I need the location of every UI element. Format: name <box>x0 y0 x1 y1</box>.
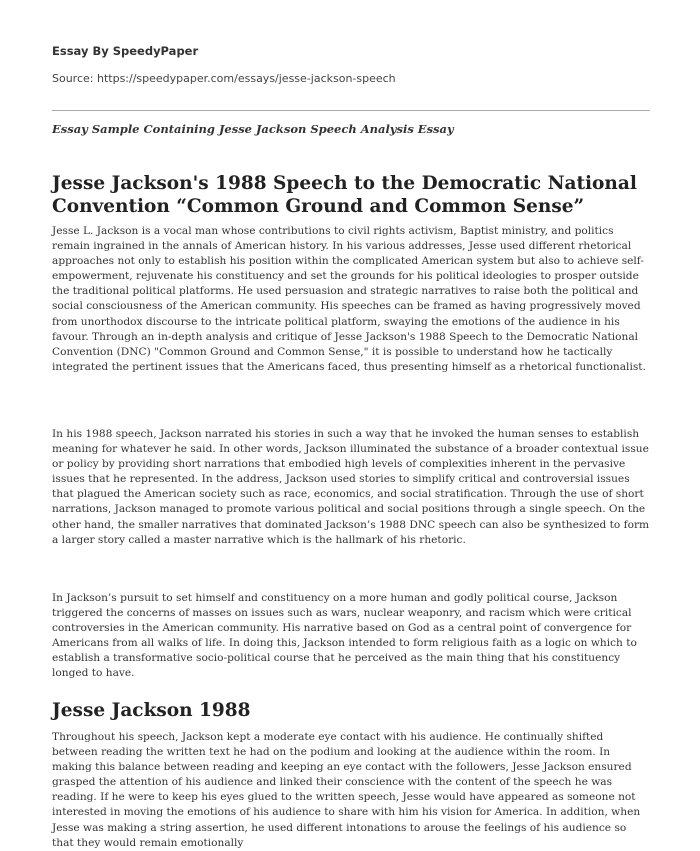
paragraph-3: In Jackson’s pursuit to set himself and constituency on a more human and godly political course, Jackson triggered the concerns of masses on issues such as wars, nuclear weaponry, and racism which were critical controversies in the American community. His narrative based on God as a central point of convergence for Americans from all walks of life. In doing this, Jackson intended to form religious faith as a logic on which to establish a transformative socio-political course that he perceived as the main thing that his constituency longed to have. <box>52 592 637 680</box>
paragraph-4: Throughout his speech, Jackson kept a moderate eye contact with his audience. He continually shifted between reading the written text he had on the podium and looking at the audience within the room. In making this balance between reading and keeping an eye contact with the followers, Jesse Jackson ensured grasped the attention of his audience and linked their conscience with the content of the speech he was reading. If he were to keep his eyes glued to the written speech, Jesse would have appeared as someone not interested in moving the emotions of his audience to share with him his vision for America. In addition, when Jesse was making a string assertion, he used different intonations to arouse the feelings of his audience so that they would remain emotionally <box>52 731 641 849</box>
source-line: Source: https://speedypaper.com/essays/jesse-jackson-speech <box>52 72 396 85</box>
header-divider <box>52 110 650 111</box>
site-title: Essay By SpeedyPaper <box>52 44 199 58</box>
section-heading: Jesse Jackson 1988 <box>52 700 251 721</box>
paragraph-1: Jesse L. Jackson is a vocal man whose contributions to civil rights activism, Baptist ministry, and politics remain ingrained in the annals of American history. In his various addresses, Jesse used different rhetorical approaches not only to establish his position within the complicated American system but also to achieve self-empowerment, rejuvenate his constituency and set the grounds for his political ideologies to prosper outside the traditional political platforms. He used persuasion and strategic narratives to raise both the political and social consciousness of the American community. His speeches can be framed as having progressively moved from unorthodox discourse to the intricate political platform, swaying the emotions of the audience in his favour. Through an in-depth analysis and critique of Jesse Jackson's 1988 Speech to the Democratic National Convention (DNC) "Common Ground and Common Sense," it is possible to understand how he tactically integrated the pertinent issues that the Americans faced, thus presenting himself as a rhetorical functionalist. <box>52 225 646 373</box>
paragraph-2: In his 1988 speech, Jackson narrated his stories in such a way that he invoked the human senses to establish meaning for whatever he said. In other words, Jackson illuminated the substance of a broader contextual issue or policy by providing short narrations that embodied high levels of complexities inherent in the pervasive issues that he represented. In the address, Jackson used stories to simplify critical and controversial issues that plagued the American society such as race, economics, and social stratification. Through the use of short narrations, Jackson managed to promote various political and social positions through a single speech. On the other hand, the smaller narratives that dominated Jackson’s 1988 DNC speech can also be synthesized to form a larger story called a master narrative which is the hallmark of his rhetoric. <box>52 428 650 546</box>
essay-label: Essay Sample Containing Jesse Jackson Speech Analysis Essay <box>52 122 454 136</box>
document-page <box>52 44 650 849</box>
essay-title: Jesse Jackson's 1988 Speech to the Democratic National Convention “Common Ground and Common Sense” <box>52 173 637 217</box>
